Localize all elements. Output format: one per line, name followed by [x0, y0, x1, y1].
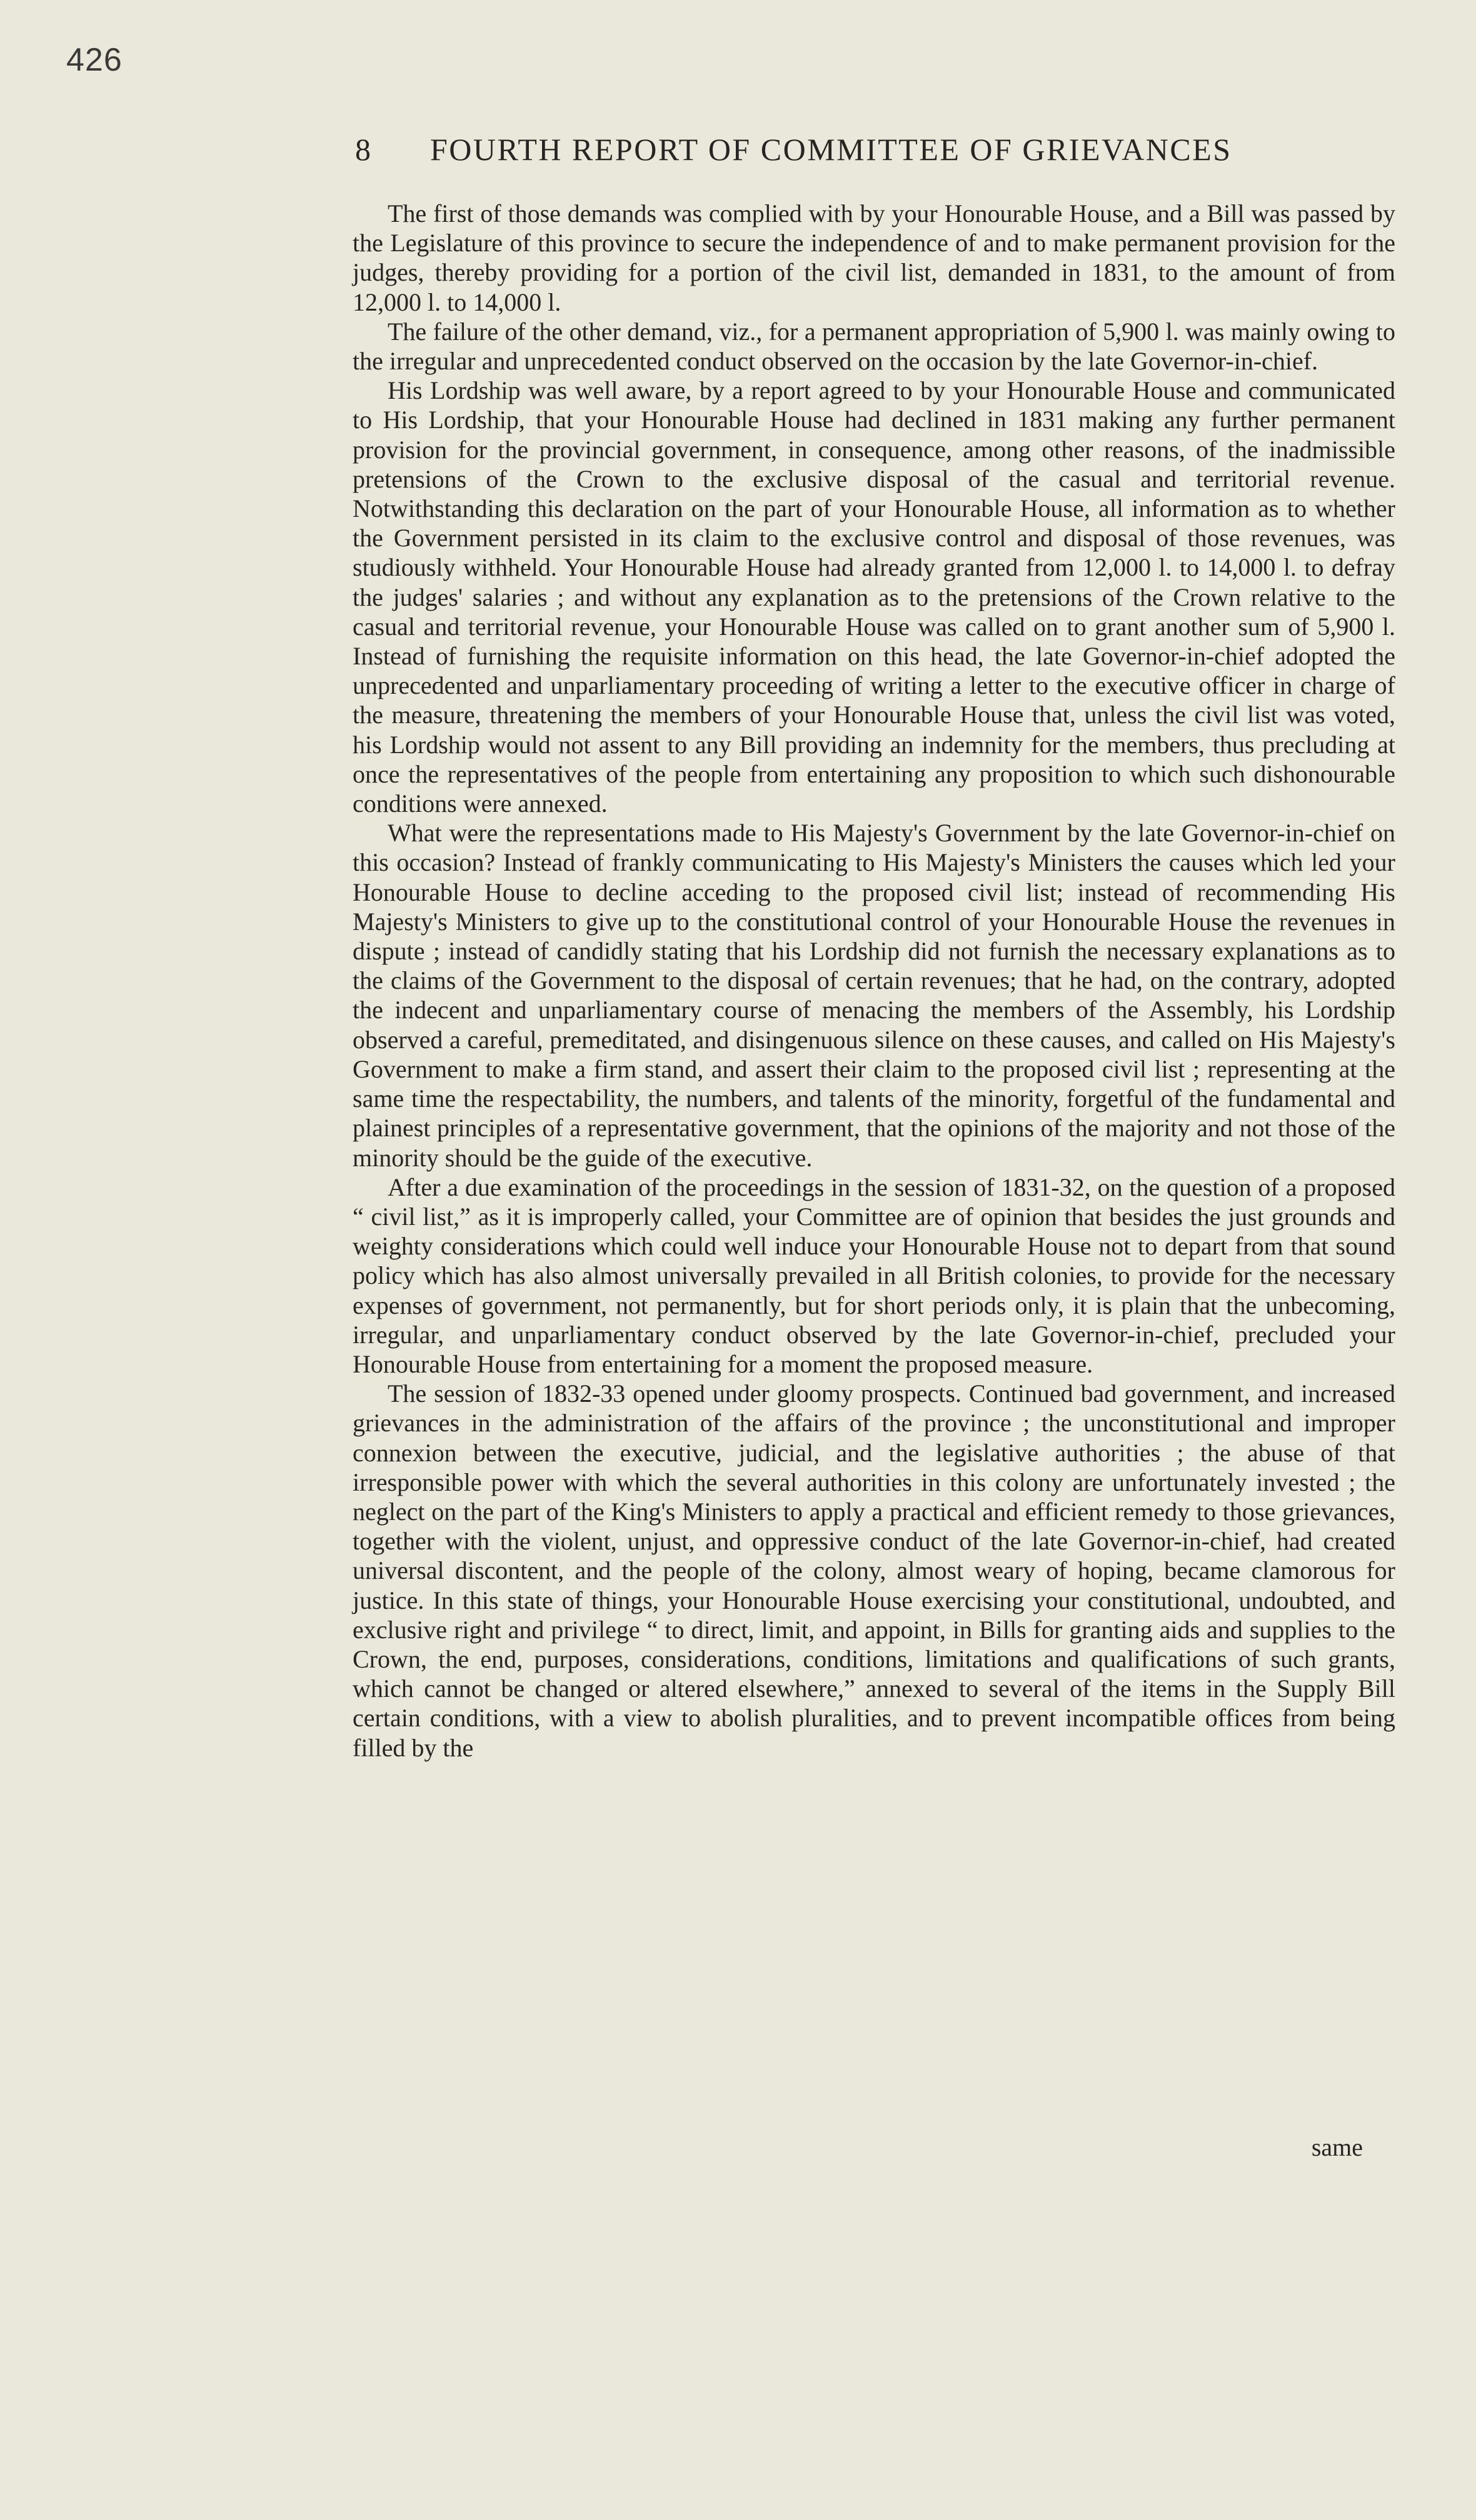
- page-number: 8: [355, 132, 373, 167]
- report-title: FOURTH REPORT OF COMMITTEE OF GRIEVANCES: [430, 132, 1232, 167]
- stamp-number: 426: [66, 42, 123, 78]
- paragraph-4: What were the representations made to His Majesty's Government by the late Governor-in-chief on this occasion? Instead of frankly communicating to His Majesty's Ministers the causes which led your Honourable House to decline acceding to the proposed civil list; instead of recommending His Majesty's Ministers to give up to the constitutional control of your Honourable House the revenues in dispute ; instead of candidly stating that his Lordship did not furnish the necessary explanations as to the claims of the Government to the disposal of certain revenues; that he had, on the contrary, adopted the indecent and unparliamentary course of menacing the members of the Assembly, his Lordship observed a careful, premeditated, and disingenuous silence on these causes, and called on His Majesty's Government to make a firm stand, and assert their claim to the proposed civil list ; representing at the same time the respectability, the numbers, and talents of the minority, forgetful of the fundamental and plainest principles of a representative government, that the opinions of the majority and not those of the minority should be the guide of the executive.: [353, 819, 1395, 1172]
- paragraph-1: The first of those demands was complied with by your Honourable House, and a Bill was passed by the Legislature of this province to secure the independence of and to make permanent provision for the judges, thereby providing for a portion of the civil list, demanded in 1831, to the amount of from 12,000 l. to 14,000 l.: [353, 199, 1395, 316]
- paragraph-5: After a due examination of the proceedings in the session of 1831-32, on the question of a proposed “ civil list,” as it is improperly called, your Committee are of opinion that besides the just grounds and weighty considerations which could well induce your Honourable House not to depart from that sound policy which has also almost universally prevailed in all British colonies, to provide for the necessary expenses of government, not permanently, but for short periods only, it is plain that the unbecoming, irregular, and unparliamentary conduct observed by the late Governor-in-chief, precluded your Honourable House from entertaining for a moment the proposed measure.: [353, 1172, 1395, 1378]
- running-head: [355, 131, 1393, 168]
- catchword: same: [1311, 2133, 1363, 2161]
- paragraph-6: The session of 1832-33 opened under gloomy prospects. Continued bad government, and increased grievances in the administration of the affairs of the province ; the unconstitutional and improper connexion between the executive, judicial, and the legislative authorities ; the abuse of that irresponsible power with which the several authorities in this colony are unfortunately invested ; the neglect on the part of the King's Ministers to apply a practical and efficient remedy to those grievances, together with the violent, unjust, and oppressive conduct of the late Governor-in-chief, had created universal discontent, and the people of the colony, almost weary of hoping, became clamorous for justice. In this state of things, your Honourable House exercising your constitutional, undoubted, and exclusive right and privilege “ to direct, limit, and appoint, in Bills for granting aids and supplies to the Crown, the end, purposes, considerations, conditions, limitations and qualifications of such grants, which cannot be changed or altered elsewhere,” annexed to several of the items in the Supply Bill certain conditions, with a view to abolish pluralities, and to prevent incompatible offices from being filled by the: [353, 1379, 1395, 1762]
- paragraph-2: The failure of the other demand, viz., for a permanent appropriation of 5,900 l. was mainly owing to the irregular and unprecedented conduct observed on the occasion by the late Governor-in-chief.: [353, 317, 1395, 376]
- body-text: [353, 199, 1395, 1762]
- paragraph-3: His Lordship was well aware, by a report agreed to by your Honourable House and communicated to His Lordship, that your Honourable House had declined in 1831 making any further permanent provision for the provincial government, in consequence, among other reasons, of the inadmissible pretensions of the Crown to the exclusive disposal of the casual and territorial revenue. Notwithstanding this declaration on the part of your Honourable House, all information as to whether the Government persisted in its claim to the exclusive control and disposal of those revenues, was studiously withheld. Your Honourable House had already granted from 12,000 l. to 14,000 l. to defray the judges' salaries ; and without any explanation as to the pretensions of the Crown relative to the casual and territorial revenue, your Honourable House was called on to grant another sum of 5,900 l. Instead of furnishing the requisite information on this head, the late Governor-in-chief adopted the unprecedented and unparliamentary proceeding of writing a letter to the executive officer in charge of the measure, threatening the members of your Honourable House that, unless the civil list was voted, his Lordship would not assent to any Bill providing an indemnity for the members, thus precluding at once the representatives of the people from entertaining any proposition to which such dishonourable conditions were annexed.: [353, 376, 1395, 818]
